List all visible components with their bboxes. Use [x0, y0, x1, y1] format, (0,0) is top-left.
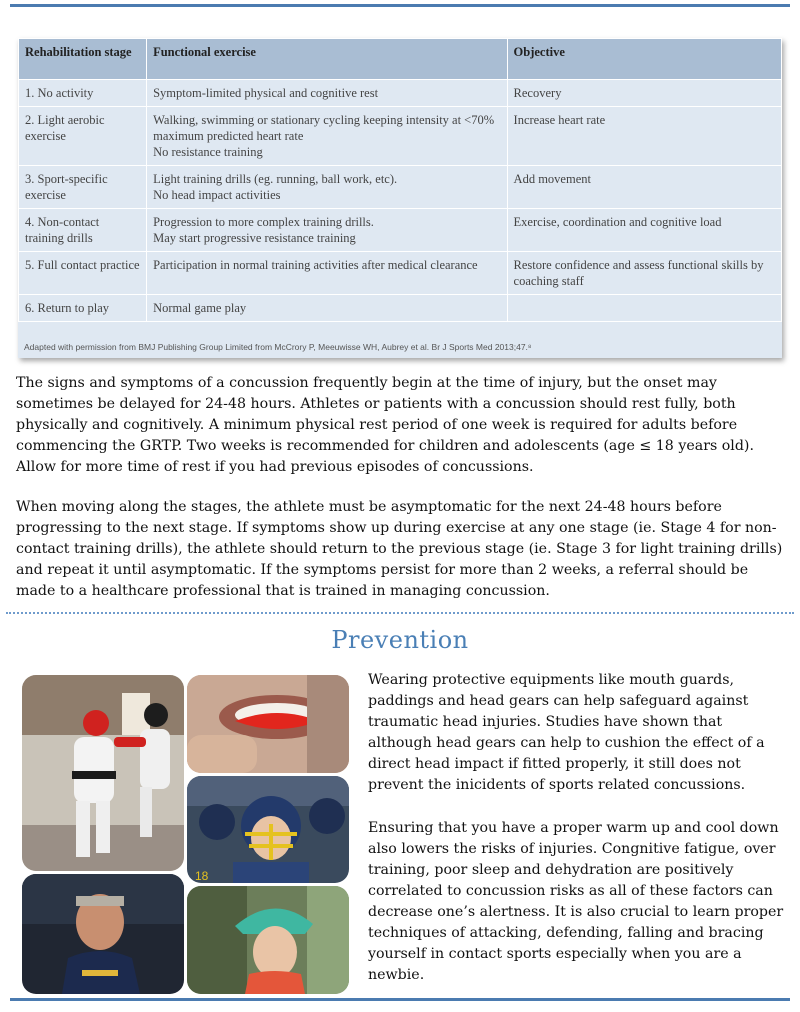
stage-cell: 2. Light aerobic exercise [19, 107, 147, 166]
gtrp-table [18, 38, 782, 322]
top-rule [10, 4, 790, 7]
mouthguard-photo [187, 675, 349, 773]
stage-cell: 4. Non-contact training drills [19, 209, 147, 252]
column-header: Functional exercise [147, 39, 507, 80]
table-row [19, 209, 782, 252]
objective-cell [507, 295, 781, 322]
stage-cell: 3. Sport-specific exercise [19, 166, 147, 209]
exercise-cell: Symptom-limited physical and cognitive rest [147, 80, 507, 107]
column-header: Rehabilitation stage [19, 39, 147, 80]
objective-cell: Increase heart rate [507, 107, 781, 166]
exercise-cell: Progression to more complex training drills. May start progressive resistance training [147, 209, 507, 252]
bottom-rule [10, 998, 790, 1001]
prevention-paragraph-equipment: Wearing protective equipments like mouth guards, paddings and head gears can help safeguard against traumatic head injuries. Studies have shown that although head gears can help to cushion the effect of a direct head impact if fitted properly, it still does not prevent the inicidents of sports related concussions. [368, 672, 765, 793]
football-helmet-photo [187, 776, 349, 883]
objective-cell: Recovery [507, 80, 781, 107]
table-row [19, 166, 782, 209]
objective-cell: Exercise, coordination and cognitive load [507, 209, 781, 252]
objective-cell: Add movement [507, 166, 781, 209]
rugby-player-photo [22, 874, 184, 994]
cyclist-helmet-photo [187, 886, 349, 994]
stage-cell: 6. Return to play [19, 295, 147, 322]
prevention-paragraph-warmup: Ensuring that you have a proper warm up and cool down also lowers the risks of injuries. Congnitive fatigue, over training, poor sleep and dehydration are positively correlated to concussion risks as all of these factors can decrease one’s alertness. It is also crucial to learn proper techniques of attacking, defending, falling and bracing yourself in contact sports especially when you are a newbie. [368, 820, 784, 983]
paragraph-onset: The signs and symptoms of a concussion frequently begin at the time of injury, but the onset may sometimes be delayed for 24-48 hours. Athletes or patients with a concussion should rest fully, both physically and cognitively. A minimum physical rest period of one week is required for adults before commencing the GRTP. Two weeks is recommended for children and adolescents (age ≤ 18 years old). Allow for more time of rest if you had previous episodes of concussions. [16, 375, 754, 475]
svg-text:18: 18 [195, 869, 209, 883]
section-title-prevention: Prevention [331, 626, 469, 654]
table-source-note: Adapted with permission from BMJ Publishing Group Limited from McCrory P, Meeuwisse WH, Aubrey et al. Br J Sports Med 2013;47.⁸ [24, 342, 532, 352]
column-header: Objective [507, 39, 781, 80]
table-row [19, 80, 782, 107]
exercise-cell: Light training drills (eg. running, ball work, etc). No head impact activities [147, 166, 507, 209]
stage-cell: 5. Full contact practice [19, 252, 147, 295]
table-row [19, 107, 782, 166]
exercise-cell: Participation in normal training activities after medical clearance [147, 252, 507, 295]
paragraph-stages: When moving along the stages, the athlete must be asymptomatic for the next 24-48 hours before progressing to the next stage. If symptoms show up during exercise at any one stage (ie. Stage 4 for non-contact training drills), the athlete should return to the previous stage (ie. Stage 3 for light training drills) and repeat it until asymptomatic. If the symptoms persist for more than 2 weeks, a referral should be made to a healthcare professional that is trained in managing concussion. [16, 499, 783, 599]
stage-cell: 1. No activity [19, 80, 147, 107]
exercise-cell: Normal game play [147, 295, 507, 322]
objective-cell: Restore confidence and assess functional skills by coaching staff [507, 252, 781, 295]
table-row [19, 295, 782, 322]
exercise-cell: Walking, swimming or stationary cycling keeping intensity at <70% maximum predicted heart rate No resistance training [147, 107, 507, 166]
dotted-divider [6, 612, 794, 614]
table-row [19, 252, 782, 295]
rehabilitation-table [18, 38, 782, 358]
taekwondo-photo [22, 675, 184, 871]
table-header-row [19, 39, 782, 80]
